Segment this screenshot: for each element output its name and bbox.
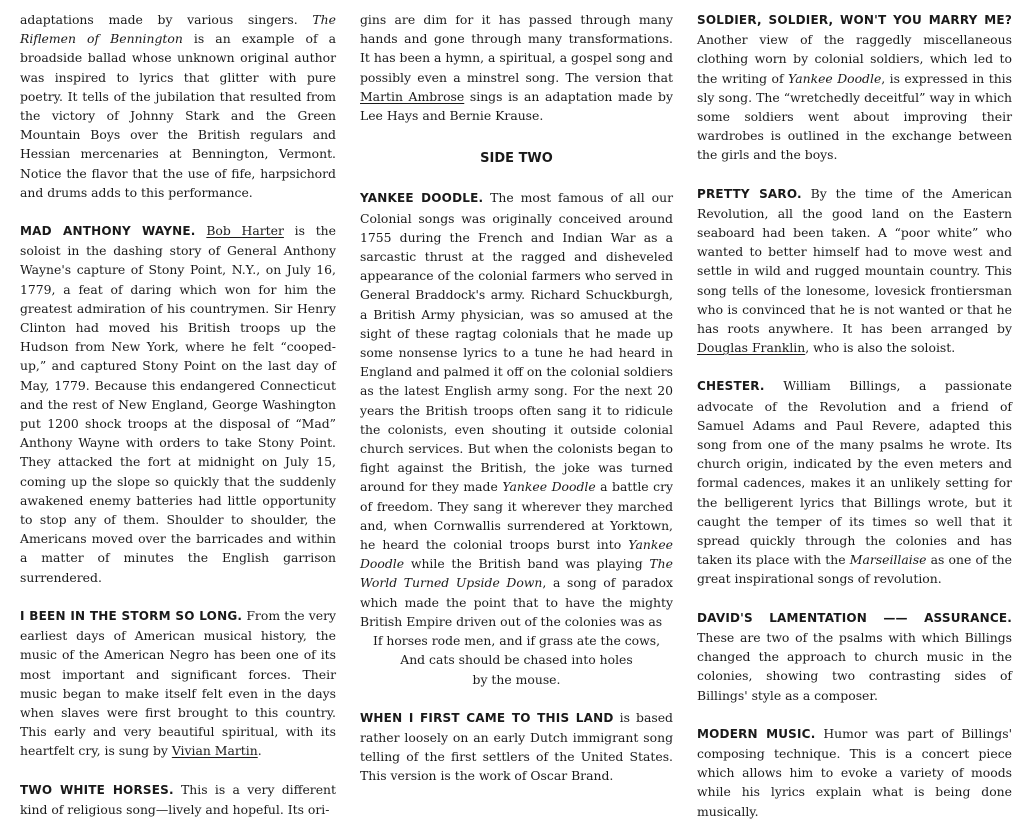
paragraph-mad-anthony-wayne (20, 221, 336, 587)
song-heading: CHESTER. (697, 379, 765, 394)
song-heading: DAVID'S LAMENTATION —— ASSURANCE. (697, 610, 1012, 625)
paragraph-text: as one of the great inspirational songs of revolution. (697, 552, 1012, 587)
verse-line: by the mouse. (472, 671, 561, 687)
paragraph-pretty-saro (697, 184, 1012, 358)
paragraph-text: is based rather loosely on an early Dutch immigrant song telling of the first settlers of the United States. This version is the work of Oscar Brand. (360, 709, 673, 784)
song-heading: YANKEE DOODLE. (360, 191, 484, 206)
paragraph-text: sings is an adaptation made by Lee Hays and Bernie Krause. (360, 88, 673, 124)
column-left (20, 10, 336, 838)
paragraph-modern-music (697, 724, 1012, 821)
paragraph-storm-so-long (20, 606, 336, 761)
paragraph-text: , a song of paradox which made the point that to have the mighty British Empire driven out of the colonies was as (360, 575, 673, 629)
side-two-heading: SIDE TWO (480, 151, 553, 167)
song-heading: MODERN MUSIC. (697, 726, 816, 741)
song-heading: PRETTY SARO. (697, 186, 802, 201)
paragraph-text: a battle cry of freedom. They sang it wherever they marched and, when Cornwallis surrendered at Yorktown, he heard the colonial troops burst into (360, 479, 673, 553)
column-middle (360, 10, 673, 805)
singer-name: Douglas Franklin (697, 340, 806, 356)
paragraph-soldier-soldier (697, 10, 1012, 165)
paragraph-text: By the time of the American Revolution, all the good land on the Eastern seaboard had been taken. A “poor white” who wanted to better himself had to move west and settle in wild and rugged mountain country. This song tells of the lonesome, lovesick frontiersman who is convinced that he is not wanted or that he has roots anywhere. It has been arranged by (697, 185, 1012, 337)
paragraph-text: These are two of the psalms with which Billings changed the approach to church music in the colonies, showing two contrasting sides of Billings' style as a composer. (697, 629, 1012, 703)
paragraph-text: William Billings, a passionate advocate of the Revolution and a friend of Samuel Adams and Paul Revere, adapted this song from one of the many psalms he wrote. Its church origin, indicated by the even meters and formal cadences, makes it an unlikely setting for the belligerent lyrics that Billings wrote, but it caught the temper of its times so well that it spread quickly through the colonies and has taken its place with the (697, 378, 1012, 568)
paragraph-text: is an example of a broadside ballad whose unknown original author was inspired to lyrics that glitter with pure poetry. It tells of the jubilation that resulted from the victory of Johnny Stark and the Green Mountain Boys over the British regulars and Hessian mercenaries at Bennington, Vermont. Notice the flavor that the use of fife, harpsichord and drums adds to this performance. (20, 31, 337, 200)
column-right (697, 10, 1012, 840)
paragraph-davids-lamentation (697, 608, 1012, 705)
verse-line: If horses rode men, and if grass ate the cows, (372, 633, 661, 649)
paragraph-text: is the soloist in the dashing story of General Anthony Wayne's capture of Stony Point, N.Y., on July 16, 1779, a feat of daring which won for him the greatest admiration of his countrymen. Sir Henry Clinton had moved his British troops up the Hudson from New York, where he felt “cooped-up,” and captured Stony Point on the last day of May, 1779. Because this endangered Connecticut and the rest of New England, George Washington put 1200 shock troops at the disposal of “Mad” Anthony Wayne with orders to take Stony Point. They attacked the fort at midnight on July 15, coming up the slope so quickly that the suddenly awakened enemy batteries had little opportunity to stop any of them. Shoulder to shoulder, the Americans moved over the barricades and within a matter of minutes the English garrison surrendered. (20, 223, 336, 585)
paragraph-two-white-horses (20, 780, 336, 819)
song-heading: WHEN I FIRST CAME TO THIS LAND (360, 710, 614, 725)
paragraph-text: gins are dim for it has passed through many hands and gone through many transformations. It has been a hymn, a spiritual, a gospel song and possibly even a minstrel song. The version that (360, 12, 673, 85)
paragraph-riflemen (20, 10, 336, 202)
paragraph-chester (697, 376, 1012, 588)
paragraph-text: Another view of the raggedly miscellaneous clothing worn by colonial soldiers, which led to the writing of (697, 32, 1012, 86)
song-heading: I BEEN IN THE STORM SO LONG. (20, 608, 243, 623)
paragraph-text: The most famous of all our Colonial songs was originally conceived around 1755 during the French and Indian War as a sarcastic thrust at the ragged and disheveled appearance of the colonial farmers who served in General Braddock's army. Richard Schuckburgh, a British Army physician, was so amused at the sight of these ragtag colonials that he made up some nonsense lyrics to a tune he had heard in England and palmed it off on the colonial soldiers as the latest English army song. For the next 20 years the British troops often sang it to ridicule the colonists, even shouting it outside colonial church services. But when the colonists began to fight against the British, the joke was turned around for they made (360, 190, 673, 495)
singer-name: Bob Harter (206, 223, 284, 239)
paragraph-two-white-horses-cont (360, 10, 673, 125)
paragraph-text: adaptations made by various singers. (20, 12, 313, 27)
song-heading: MAD ANTHONY WAYNE. (20, 224, 196, 239)
punctuation: . (257, 743, 262, 759)
singer-name: Martin Ambrose (360, 88, 465, 104)
song-title-italic: Yankee Doodle (502, 479, 596, 495)
paragraph-text: , is expressed in this sly song. The “wretchedly deceitful” way in which some soldiers went about improving their wardrobes is outlined in the exchange between the girls and the boys. (697, 70, 1013, 163)
song-title-italic: The Riflemen of Bennington (20, 12, 336, 47)
singer-name: Vivian Martin (171, 743, 258, 759)
song-title-italic: Marseillaise (849, 552, 927, 568)
paragraph-text: , who is also the soloist. (805, 340, 956, 356)
song-title-italic: The World Turned Upside Down (360, 556, 673, 591)
verse-line: And cats should be chased into holes (400, 652, 633, 668)
song-title-italic: Yankee Doodle (788, 70, 882, 86)
paragraph-text: This is a very different kind of religious song—lively and hopeful. Its ori- (20, 781, 336, 817)
paragraph-first-came (360, 708, 673, 786)
paragraph-text: From the very earliest days of American musical history, the music of the American Negro has been one of its most important and significant forces. Their music began to make itself felt even in the days when slaves were first brought to this country. This early and very beautiful spiritual, with its heartfelt cry, is sung by (20, 607, 337, 759)
paragraph-text: Humor was part of Billings' composing technique. This is a concert piece which allows him to evoke a variety of moods while his lyrics explain what is being done musically. (697, 725, 1012, 819)
paragraph-text: while the British band was playing (404, 556, 650, 572)
paragraph-yankee-doodle (360, 188, 673, 631)
song-heading: TWO WHITE HORSES. (20, 782, 174, 797)
song-title-italic: Yankee Doodle (360, 537, 673, 572)
song-heading: SOLDIER, SOLDIER, WON'T YOU MARRY ME? (697, 13, 1012, 27)
verse-quote (360, 631, 673, 689)
